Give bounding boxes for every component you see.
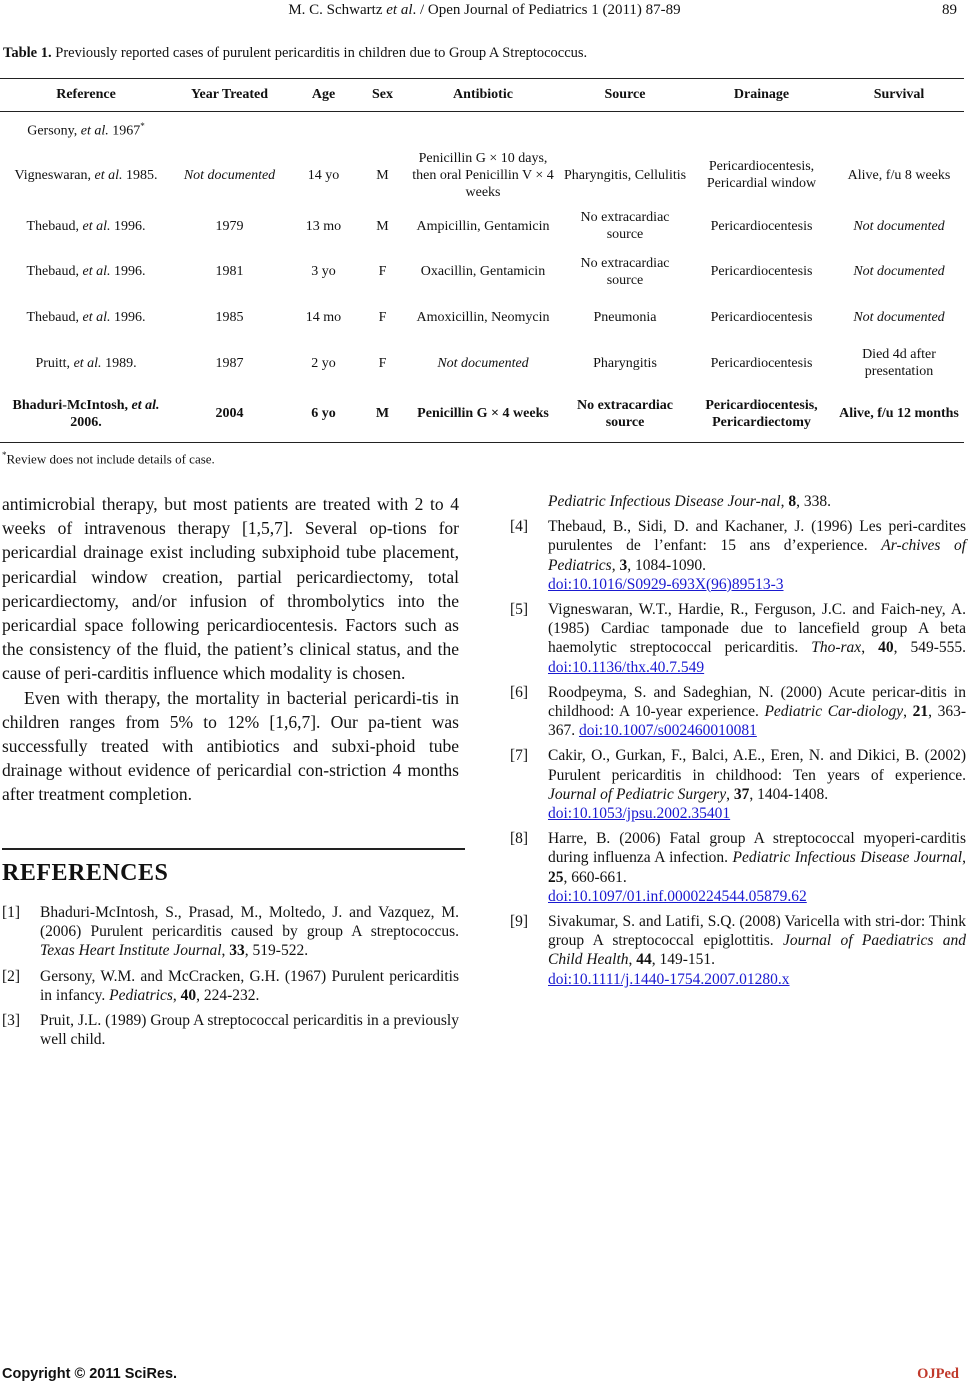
doi-link[interactable]: doi:10.1136/thx.40.7.549 (548, 658, 705, 676)
reference-cell: Gersony, et al. 1967* (27, 121, 145, 139)
age-cell: 13 mo (305, 218, 342, 234)
drainage-cell: Pericardiocentesis, Pericardiectomy (705, 397, 818, 430)
table-bottom-rule (0, 442, 964, 443)
doi-link[interactable]: doi:10.1097/01.inf.0000224544.05879.62 (548, 887, 807, 905)
table-header-row (0, 79, 964, 111)
sex-cell: F (378, 355, 387, 371)
survival-cell (834, 111, 964, 147)
age-cell: 14 mo (305, 309, 342, 325)
sex-cell: M (376, 218, 389, 234)
sex-cell: M (375, 406, 390, 421)
year-cell: 1987 (215, 355, 244, 371)
source-cell: No extracardiac source (580, 255, 670, 288)
reference-cell: Vigneswaran, et al. 1985. (14, 167, 158, 183)
reference-cell: Thebaud, et al. 1996. (26, 264, 146, 279)
survival-cell: Alive, f/u 12 months (839, 406, 959, 421)
source-cell: Pharyngitis, Cellulitis (563, 167, 687, 183)
age-cell: 14 yo (307, 167, 340, 183)
reference-item: [7] Cakir, O., Gurkan, F., Balci, A.E., Eren, N. and Dikici, B. (2002) Purulent pericarditis in childhood: Ten years of experience. Journal of Pediatric Surgery, 37, 1404-1408. doi:10.1053/jpsu.2002.35401 (510, 747, 966, 823)
reference-item: [8] Harre, B. (2006) Fatal group A streptococcal myoperi-carditis during influenza A infection. Pediatric Infectious Disease Journal, 25, 660-661. doi:10.1097/01.inf.0000224544.05879.62 (510, 830, 966, 905)
sex-cell: F (378, 309, 387, 325)
body-paragraph: Even with therapy, the mortality in bacterial pericardi-tis in children ranges from 5% to 12% [1,6,7]. Our pa-tient was successfully treated with antibiotics and subxi-phoid tube drainage without evidence of pericardial con-striction 4 months after treatment completion. (2, 687, 459, 805)
references-heading: REFERENCES (2, 860, 169, 886)
column-header: Year Treated (190, 87, 269, 102)
table-row (0, 147, 964, 203)
sex-cell: F (378, 264, 387, 279)
reference-item-continued: Pediatric Infectious Disease Jour-nal, 8, 338. (548, 493, 831, 510)
header-authors: M. C. Schwartz (288, 2, 383, 18)
copyright-notice: Copyright © 2011 SciRes. (2, 1366, 178, 1382)
page-number: 89 (942, 2, 957, 18)
column-header: Survival (873, 87, 925, 102)
year-cell (172, 111, 287, 147)
column-header: Antibiotic (453, 87, 513, 102)
antibiotic-cell (405, 111, 561, 147)
antibiotic-cell: Penicillin G × 10 days, then oral Penicillin V × 4 weeks (412, 150, 554, 200)
reference-item: [3] Pruit, J.L. (1989) Group A streptococcal pericarditis in a previously well child. (2, 1012, 459, 1049)
column-header: Drainage (733, 87, 790, 102)
reference-cell: Thebaud, et al. 1996. (26, 218, 146, 234)
age-cell: 3 yo (311, 264, 336, 279)
reference-item: [1] Bhaduri-McIntosh, S., Prasad, M., Moltedo, J. and Vazquez, M. (2006) Purulent pericarditis caused by group A streptococcus. Texas Heart Institute Journal, 33, 519-522. (2, 904, 459, 960)
drainage-cell: Pericardiocentesis (710, 355, 813, 371)
table-row (0, 340, 964, 386)
year-cell: 2004 (215, 406, 244, 421)
header-etal: et al (386, 2, 413, 18)
references-list-left (2, 903, 459, 1055)
source-cell: Pneumonia (593, 309, 657, 325)
antibiotic-cell: Oxacillin, Gentamicin (420, 264, 546, 279)
reference-item: [9] Sivakumar, S. and Latifi, S.Q. (2008) Varicella with stri-dor: Think group A streptococcal epiglottitis. Journal of Paediatrics and Child Health, 44, 149-151. doi:10.1111/j.1440-1754.2007.01280.x (510, 913, 966, 988)
table-row (0, 203, 964, 249)
reference-cell: Thebaud, et al. 1996. (26, 309, 146, 325)
antibiotic-cell: Not documented (437, 355, 529, 371)
survival-cell: Not documented (853, 309, 945, 325)
journal-abbreviation: OJPed (917, 1366, 959, 1382)
source-cell: No extracardiac source (580, 210, 670, 242)
survival-cell: Died 4d after presentation (862, 347, 936, 379)
column-header: Source (604, 87, 646, 102)
year-cell: Not documented (183, 167, 276, 183)
sex-cell: M (376, 167, 389, 183)
cases-table (0, 79, 964, 441)
table-caption-label: Table 1. (3, 45, 52, 61)
drainage-cell: Pericardiocentesis (710, 218, 813, 234)
running-header (0, 0, 969, 22)
table-caption-text: Previously reported cases of purulent pericarditis in children due to Group A Streptococcus. (51, 45, 588, 61)
reference-item: [6] Roodpeyma, S. and Sadeghian, N. (2000) Acute pericar-ditis in childhood: A 10-year experience. Pediatric Car-diology, 21, 363-367. doi:10.1007/s002460010081 (510, 683, 967, 740)
age-cell: 6 yo (311, 406, 336, 421)
reference-item: [5] Vigneswaran, W.T., Hardie, R., Ferguson, J.C. and Faich-ney, A. (1985) Cardiac tamponade due to lancefield group A beta haemolytic streptococcal pericarditis. Tho-rax, 40, 549-555. doi:10.1136/thx.40.7.549 (510, 601, 966, 676)
table-row (0, 249, 964, 294)
table-footnote: *Review does not include details of case. (2, 450, 215, 467)
doi-link[interactable]: doi:10.1016/S0929-693X(96)89513-3 (548, 575, 784, 593)
year-cell: 1985 (215, 309, 244, 325)
antibiotic-cell: Ampicillin, Gentamicin (416, 218, 550, 234)
header-journal: . / Open Journal of Pediatrics 1 (2011) 87-89 (412, 2, 681, 18)
reference-item: [2] Gersony, W.M. and McCracken, G.H. (1967) Purulent pericarditis in infancy. Pediatrics, 40, 224-232. (2, 967, 459, 1004)
doi-link[interactable]: doi:10.1053/jpsu.2002.35401 (548, 805, 731, 823)
antibiotic-cell: Penicillin G × 4 weeks (417, 406, 549, 421)
column-header: Age (311, 87, 336, 102)
year-cell: 1981 (215, 264, 244, 279)
table-caption (3, 45, 587, 62)
references-rule (2, 848, 465, 850)
survival-cell: Not documented (853, 218, 945, 234)
table-row (0, 386, 964, 441)
column-header: Sex (372, 87, 393, 102)
reference-cell: Bhaduri-McIntosh, et al. 2006. (12, 397, 160, 430)
header-citation (0, 2, 969, 19)
drainage-cell (689, 111, 834, 147)
source-cell: Pharyngitis (593, 355, 657, 371)
body-paragraph: antimicrobial therapy, but most patients are treated with 2 to 4 weeks of intravenous therapy [1,5,7]. Several op-tions for pericardial drainage exist including subxiphoid tube placement, pericardial window creation, partial pericardiectomy, total pericardiectomy, and/or infusion of thrombolytics into the pericardial space following pericardiocentesis. Factors such as the consistency of the fluid, the patient’s clinical status, and the cause of peri-carditis influence which modality is chosen. (2, 494, 459, 684)
table-row (0, 111, 964, 147)
antibiotic-cell: Amoxicillin, Neomycin (416, 309, 550, 325)
drainage-cell: Pericardiocentesis, Pericardial window (706, 159, 817, 191)
age-cell (287, 111, 360, 147)
drainage-cell: Pericardiocentesis (710, 309, 813, 325)
survival-cell: Not documented (853, 264, 945, 279)
age-cell: 2 yo (311, 355, 336, 371)
references-list-right (510, 492, 966, 995)
survival-cell: Alive, f/u 8 weeks (847, 167, 951, 183)
table-row (0, 294, 964, 340)
body-left-column (2, 492, 459, 807)
year-cell: 1979 (215, 218, 244, 234)
column-header: Reference (56, 87, 116, 102)
sex-cell (360, 111, 405, 147)
doi-link[interactable]: doi:10.1007/s002460010081 (579, 722, 757, 740)
drainage-cell: Pericardiocentesis (710, 264, 813, 279)
reference-cell: Pruitt, et al. 1989. (35, 355, 137, 371)
reference-item: [4] Thebaud, B., Sidi, D. and Kachaner, J. (1996) Les peri-cardites purulentes de l’enfant: 15 ans d’experience. Ar-chives of Pediatrics, 3, 1084-1090. doi:10.1016/S0929-693X(96)89513-3 (510, 518, 967, 593)
doi-link[interactable]: doi:10.1111/j.1440-1754.2007.01280.x (548, 970, 790, 988)
source-cell: No extracardiac source (576, 397, 674, 430)
source-cell (561, 111, 689, 147)
